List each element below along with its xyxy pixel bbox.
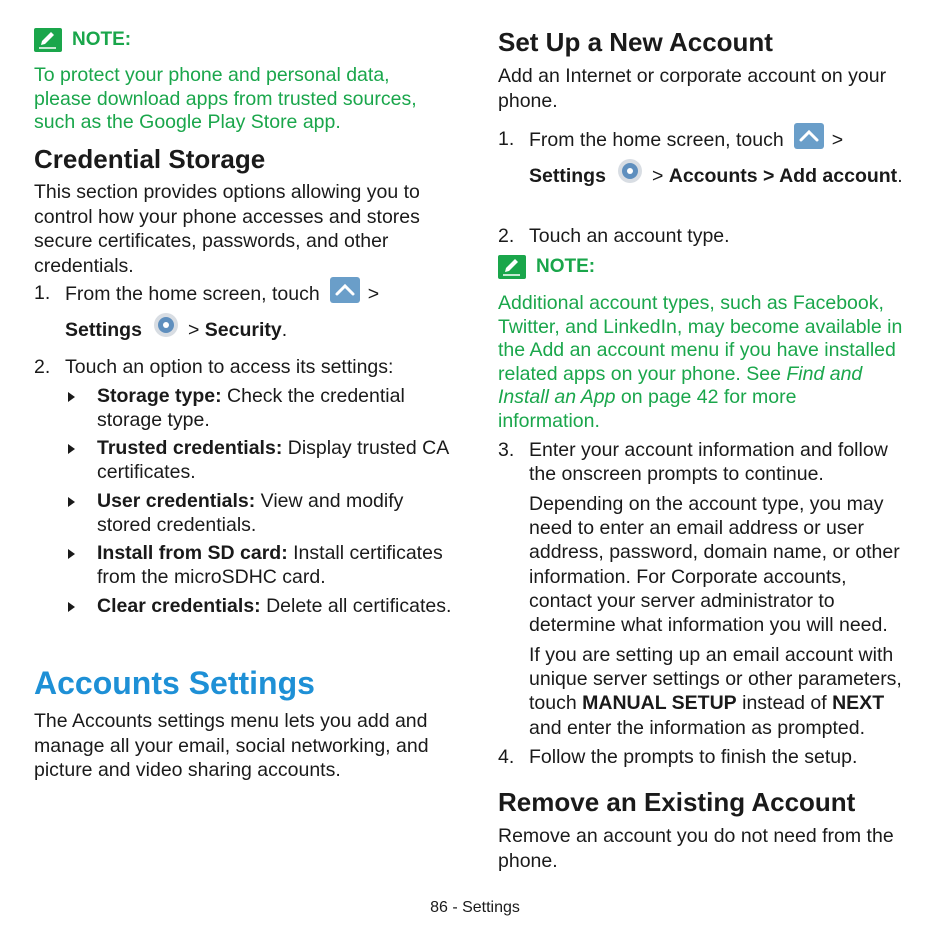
step-sep-2: > xyxy=(651,165,664,187)
credential-step-1 xyxy=(34,281,454,351)
note-label: NOTE: xyxy=(72,29,132,50)
settings-label: Settings xyxy=(65,319,142,341)
step-text-pre: From the home screen, touch xyxy=(65,283,320,305)
step-text: Touch an option to access its settings: xyxy=(65,356,394,378)
bullet-triangle-icon xyxy=(68,444,75,454)
apps-up-arrow-icon xyxy=(794,123,824,149)
manual-setup-paragraph xyxy=(529,643,913,740)
credential-storage-heading: Credential Storage xyxy=(34,144,266,174)
step-text: Enter your account information and follow the onscreen prompts to continue. xyxy=(529,439,888,485)
new-account-step-1 xyxy=(498,127,918,222)
pencil-note-icon xyxy=(498,255,526,279)
manual-setup-label: MANUAL SETUP xyxy=(582,692,737,715)
step-text-pre: From the home screen, touch xyxy=(529,129,784,151)
step-number: 2. xyxy=(34,356,51,378)
step-text xyxy=(65,277,454,347)
step-text: Follow the prompts to finish the setup. xyxy=(529,746,858,768)
note-heading xyxy=(34,28,131,52)
step-text xyxy=(529,123,918,193)
accounts-add-account-label: Accounts > Add account xyxy=(668,165,898,187)
step-sep-1: > xyxy=(831,129,844,151)
bullet-triangle-icon xyxy=(68,392,75,402)
bullet-desc: Check the credential storage type. xyxy=(97,385,405,431)
credential-storage-intro: This section provides options allowing you to control how your phone accesses and stores secure certificates, passwords, and other credentials. xyxy=(34,181,420,277)
step-sep-2: > xyxy=(187,319,200,341)
note-label: NOTE: xyxy=(536,256,596,277)
account-info-paragraph: Depending on the account type, you may need to enter an email address or user address, password, domain name, or other information. For Corporate accounts, contact your server administrator to determine what information you will need. xyxy=(529,493,900,637)
new-account-step-3 xyxy=(498,438,918,488)
page-footer: 86 - Settings xyxy=(430,899,520,916)
bullet-term: Trusted credentials: xyxy=(97,437,283,459)
bullet-term: Storage type: xyxy=(97,385,222,407)
step-end: . xyxy=(281,319,288,341)
bullet-desc: Display trusted CA certificates. xyxy=(97,437,449,483)
find-install-app-link[interactable]: Find and Install an App xyxy=(498,362,863,408)
step-sep-1: > xyxy=(367,283,380,305)
apps-up-arrow-icon xyxy=(330,277,360,303)
new-account-heading: Set Up a New Account xyxy=(498,27,773,57)
note-text-a: Additional account types, such as Facebook, Twitter, and LinkedIn, may become available in the Add an account menu if you have installed related apps on your phone. See xyxy=(498,292,903,385)
step-number: 4. xyxy=(498,746,515,768)
step-number: 3. xyxy=(498,439,515,461)
step-text: Touch an account type. xyxy=(529,225,730,247)
next-label: NEXT xyxy=(832,692,885,715)
bullet-desc: View and modify stored credentials. xyxy=(97,490,404,536)
new-account-intro: Add an Internet or corporate account on your phone. xyxy=(498,65,887,112)
accounts-settings-heading: Accounts Settings xyxy=(34,665,315,701)
para-text-b: instead of xyxy=(736,692,833,715)
step-number: 1. xyxy=(34,282,51,304)
bullet-triangle-icon xyxy=(68,497,75,507)
step-number: 1. xyxy=(498,128,515,150)
bullet-triangle-icon xyxy=(68,602,75,612)
settings-gear-icon xyxy=(152,311,180,339)
note-text xyxy=(498,292,903,433)
bullet-desc: Install certificates from the microSDHC card. xyxy=(97,542,443,588)
security-label: Security xyxy=(204,319,282,341)
bullet-term: Clear credentials: xyxy=(97,595,261,617)
accounts-settings-intro: The Accounts settings menu lets you add and manage all your email, social networking, and picture and video sharing accounts. xyxy=(34,710,429,781)
note-text-b: on page 42 for more information. xyxy=(498,386,797,432)
settings-label: Settings xyxy=(529,165,606,187)
para-text-c: and enter the information as prompted. xyxy=(529,716,866,739)
remove-account-intro: Remove an account you do not need from the phone. xyxy=(498,825,894,872)
bullet-term: Install from SD card: xyxy=(97,542,288,564)
note-heading xyxy=(498,255,595,279)
bullet-triangle-icon xyxy=(68,549,75,559)
settings-gear-icon xyxy=(616,157,644,185)
pencil-note-icon xyxy=(34,28,62,52)
bullet-term: User credentials: xyxy=(97,490,256,512)
bullet-desc: Delete all certificates. xyxy=(266,595,452,617)
remove-account-heading: Remove an Existing Account xyxy=(498,787,856,817)
step-number: 2. xyxy=(498,225,515,247)
para-text-a: If you are setting up an email account with unique server settings or other parameters, touch xyxy=(529,644,902,715)
step-end: . xyxy=(897,165,903,187)
note-text: To protect your phone and personal data, please download apps from trusted sources, such as the Google Play Store app. xyxy=(34,64,417,133)
